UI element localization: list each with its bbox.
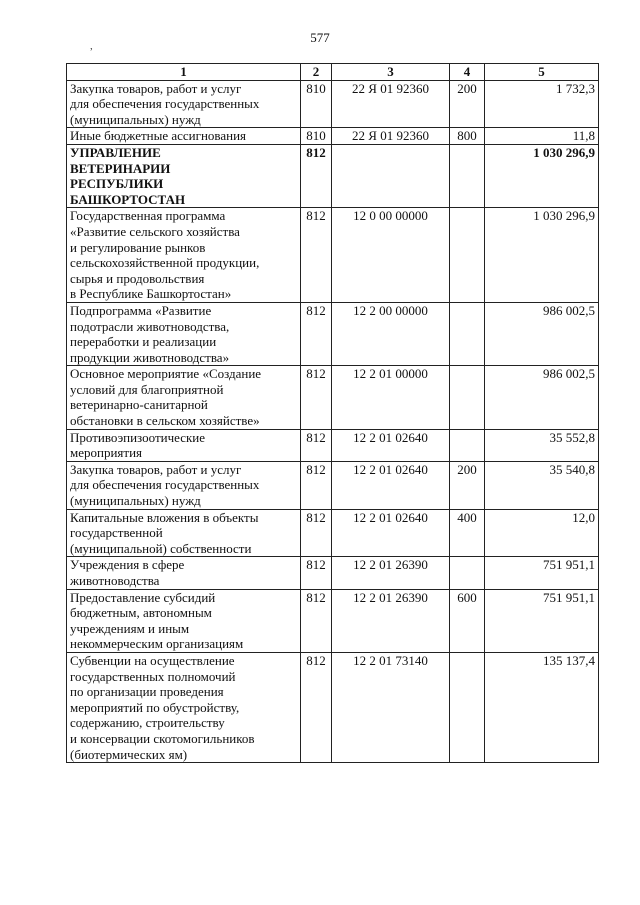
- row-amount-cell: 135 137,4: [485, 652, 599, 762]
- row-article-cell: 22 Я 01 92360: [332, 128, 450, 145]
- table-row: [67, 557, 599, 589]
- row-amount-cell: 12,0: [485, 509, 599, 557]
- row-type-cell: [450, 652, 485, 762]
- row-amount-cell: 986 002,5: [485, 366, 599, 429]
- row-article-cell: 12 2 01 02640: [332, 461, 450, 509]
- row-name-cell: Подпрограмма «Развитие подотрасли животноводства, переработки и реализации продукции животноводства»: [67, 302, 301, 365]
- row-article-cell: 12 2 01 02640: [332, 509, 450, 557]
- table-row: [67, 128, 599, 145]
- row-amount-cell: 1 030 296,9: [485, 208, 599, 303]
- row-code-cell: 812: [301, 461, 332, 509]
- row-name-cell: Основное мероприятие «Создание условий для благоприятной ветеринарно-санитарной обстановки в сельском хозяйстве»: [67, 366, 301, 429]
- row-code-cell: 810: [301, 128, 332, 145]
- table-body: [67, 80, 599, 763]
- header-col-2: 2: [301, 64, 332, 81]
- row-article-cell: 12 2 00 00000: [332, 302, 450, 365]
- row-amount-cell: 35 552,8: [485, 429, 599, 461]
- row-amount-cell: 751 951,1: [485, 557, 599, 589]
- table-row: [67, 652, 599, 762]
- row-code-cell: 810: [301, 80, 332, 128]
- row-amount-cell: 751 951,1: [485, 589, 599, 652]
- header-row: [67, 64, 599, 81]
- scan-mark: ,: [90, 40, 93, 52]
- row-amount-cell: 1 030 296,9: [485, 144, 599, 207]
- row-type-cell: 800: [450, 128, 485, 145]
- table-row: [67, 366, 599, 429]
- table-header: [67, 64, 599, 81]
- header-col-5: 5: [485, 64, 599, 81]
- table-row: [67, 302, 599, 365]
- row-code-cell: 812: [301, 302, 332, 365]
- row-article-cell: [332, 144, 450, 207]
- row-amount-cell: 986 002,5: [485, 302, 599, 365]
- row-code-cell: 812: [301, 366, 332, 429]
- table-row: [67, 80, 599, 128]
- table-row: [67, 509, 599, 557]
- row-name-cell: Предоставление субсидий бюджетным, автономным учреждениям и иным некоммерческим организациям: [67, 589, 301, 652]
- row-type-cell: [450, 144, 485, 207]
- row-article-cell: 12 2 01 73140: [332, 652, 450, 762]
- row-article-cell: 12 2 01 02640: [332, 429, 450, 461]
- row-type-cell: 600: [450, 589, 485, 652]
- row-article-cell: 22 Я 01 92360: [332, 80, 450, 128]
- row-type-cell: [450, 429, 485, 461]
- row-name-cell: Иные бюджетные ассигнования: [67, 128, 301, 145]
- row-code-cell: 812: [301, 557, 332, 589]
- row-name-cell: Капитальные вложения в объекты государственной (муниципальной) собственности: [67, 509, 301, 557]
- table-row: [67, 144, 599, 207]
- row-amount-cell: 1 732,3: [485, 80, 599, 128]
- row-type-cell: [450, 302, 485, 365]
- header-col-1: 1: [67, 64, 301, 81]
- row-name-cell: Противоэпизоотические мероприятия: [67, 429, 301, 461]
- table-row: [67, 589, 599, 652]
- row-code-cell: 812: [301, 429, 332, 461]
- row-amount-cell: 35 540,8: [485, 461, 599, 509]
- table-row: [67, 208, 599, 303]
- row-code-cell: 812: [301, 509, 332, 557]
- row-name-cell: Закупка товаров, работ и услуг для обеспечения государственных (муниципальных) нужд: [67, 80, 301, 128]
- budget-table: [66, 63, 599, 763]
- row-type-cell: 200: [450, 461, 485, 509]
- header-col-4: 4: [450, 64, 485, 81]
- row-type-cell: [450, 557, 485, 589]
- row-type-cell: 400: [450, 509, 485, 557]
- row-name-cell: Учреждения в сфере животноводства: [67, 557, 301, 589]
- row-name-cell: Государственная программа «Развитие сельского хозяйства и регулирование рынков сельскохозяйственной продукции, сырья и продовольствия в Республике Башкортостан»: [67, 208, 301, 303]
- row-type-cell: 200: [450, 80, 485, 128]
- page-number: 577: [310, 30, 330, 45]
- row-code-cell: 812: [301, 208, 332, 303]
- row-article-cell: 12 2 01 26390: [332, 589, 450, 652]
- table-row: [67, 429, 599, 461]
- row-name-cell: Субвенции на осуществление государственных полномочий по организации проведения мероприятий по обустройству, содержанию, строительству и консервации скотомогильников (биотермических ям): [67, 652, 301, 762]
- row-code-cell: 812: [301, 589, 332, 652]
- header-col-3: 3: [332, 64, 450, 81]
- row-article-cell: 12 2 01 26390: [332, 557, 450, 589]
- row-code-cell: 812: [301, 144, 332, 207]
- row-article-cell: 12 0 00 00000: [332, 208, 450, 303]
- row-type-cell: [450, 208, 485, 303]
- row-name-cell: Закупка товаров, работ и услуг для обеспечения государственных (муниципальных) нужд: [67, 461, 301, 509]
- row-amount-cell: 11,8: [485, 128, 599, 145]
- row-article-cell: 12 2 01 00000: [332, 366, 450, 429]
- table-row: [67, 461, 599, 509]
- row-type-cell: [450, 366, 485, 429]
- row-code-cell: 812: [301, 652, 332, 762]
- row-name-cell: УПРАВЛЕНИЕ ВЕТЕРИНАРИИ РЕСПУБЛИКИ БАШКОРТОСТАН: [67, 144, 301, 207]
